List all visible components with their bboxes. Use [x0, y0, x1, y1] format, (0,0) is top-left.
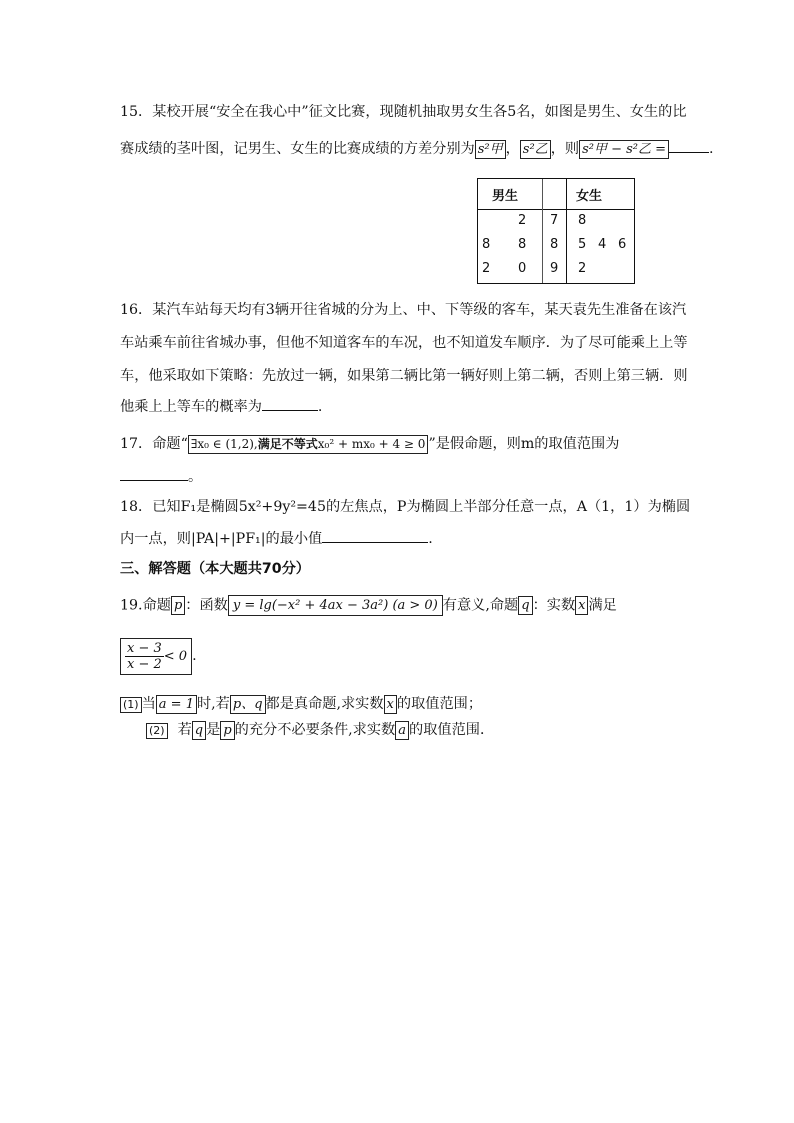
q15-end: .	[709, 141, 714, 157]
stem-cell: 8	[482, 237, 491, 252]
q15-answer-blank	[669, 138, 709, 153]
variance-diff-formula: s²甲 − s²乙 =	[579, 140, 669, 159]
q19-fraction-denominator: x − 2	[127, 656, 162, 672]
stem-cell: 8	[578, 213, 587, 228]
q19-frac-end: .	[192, 648, 197, 664]
q19-q-box: q	[518, 596, 532, 615]
stem-cell: 7	[550, 213, 559, 228]
q17-end: 。	[188, 469, 203, 485]
q17-proposition-formula	[188, 435, 429, 454]
part2-a-box: a	[395, 721, 409, 740]
q17-exists: ∃x₀ ∈ (1,2),	[190, 436, 258, 451]
stem-header-female: 女生	[576, 189, 603, 204]
q15-line2	[120, 138, 714, 159]
stem-header-male: 男生	[492, 189, 519, 204]
q15-comma: ，	[505, 141, 520, 157]
q19-x-box: x	[575, 596, 588, 615]
part1-when: 当	[141, 696, 156, 712]
q19-fraction-numerator: x − 3	[127, 640, 162, 656]
q19-fraction	[125, 641, 164, 672]
part1-range: 的取值范围；	[396, 696, 483, 712]
q18-answer-blank	[322, 528, 428, 543]
q17-answer-blank	[120, 466, 188, 481]
part2-rest: 的充分不必要条件,求实数	[234, 722, 396, 738]
part2-number: (2)	[146, 723, 168, 739]
part2-q-box: q	[192, 721, 206, 740]
stem-cell: 2	[578, 261, 587, 276]
q15-line2-text: 赛成绩的茎叶图，记男生、女生的比赛成绩的方差分别为	[120, 141, 475, 157]
part2-is: 是	[206, 722, 221, 738]
stem-cell: 0	[518, 261, 527, 276]
q18-line2	[120, 528, 433, 549]
q16-line4-text: 他乘上上等车的概率为	[120, 399, 262, 415]
stem-cell: 2	[518, 213, 527, 228]
q19-meaningful: 有意义,命题	[442, 597, 519, 614]
q16-line1: 16．某汽车站每天均有3辆开往省城的分为上、中、下等级的客车，某天袁先生准备在该汽	[120, 302, 687, 318]
stem-left-divider	[542, 179, 543, 283]
q19-function-formula: y = lg(−x² + 4ax − 3a²) (a > 0)	[228, 595, 443, 616]
stem-cell: 8	[518, 237, 527, 252]
q16-answer-blank	[262, 396, 318, 411]
stem-header-rule	[478, 209, 634, 210]
stem-leaf-table	[477, 178, 635, 284]
q19-prefix: 19.命题	[120, 597, 171, 614]
q19-inequality-line	[120, 636, 197, 676]
q19-less-than-zero: < 0	[163, 648, 188, 664]
q16-line3: 车，他采取如下策略：先放过一辆，如果第二辆比第一辆好则上第二辆，否则上第三辆．则	[120, 368, 688, 384]
q19-colon-real: ：实数	[532, 597, 576, 614]
section-heading: 三、解答题（本大题共70分）	[120, 561, 310, 577]
q18-line2-text: 内一点，则|PA|+|PF₁|的最小值	[120, 531, 323, 547]
stem-cell: 4	[598, 237, 607, 252]
part1-number: (1)	[120, 697, 142, 713]
q19-line1	[120, 595, 617, 616]
q17-satisfy: 满足不等式	[257, 436, 318, 451]
q16-line2: 车站乘车前往省城办事，但他不知道客车的车况，也不知道发车顺序．为了尽可能乘上上等	[120, 335, 688, 351]
q17-inequality: x₀² + mx₀ + 4 ≥ 0	[317, 436, 426, 451]
q16-line4	[120, 396, 322, 417]
q17-line2	[120, 466, 202, 487]
part2-range: 的取值范围．	[409, 722, 495, 738]
stem-right-divider	[566, 179, 567, 283]
q19-colon-fn: ：函数	[185, 597, 228, 614]
part2-if: 若	[177, 722, 192, 738]
q17-prefix: 17．命题“	[120, 436, 188, 452]
part2-p-box: p	[220, 721, 234, 740]
q15-line1: 15．某校开展“安全在我心中”征文比赛，现随机抽取男女生各5名，如图是男生、女生的比	[120, 104, 687, 120]
q19-part1	[120, 694, 482, 714]
stem-cell: 2	[482, 261, 491, 276]
part1-a-equals-1: a = 1	[156, 695, 197, 714]
q18-end: .	[428, 531, 433, 547]
stem-cell: 5	[578, 237, 587, 252]
q17-suffix: ”是假命题，则m的取值范围为	[428, 436, 620, 452]
stem-cell: 8	[550, 237, 559, 252]
q19-part2	[146, 720, 494, 740]
q19-satisfy: 满足	[588, 597, 617, 614]
stem-cell: 6	[618, 237, 627, 252]
stem-cell: 9	[550, 261, 559, 276]
q19-fraction-inequality	[120, 638, 192, 675]
q15-then: ，则	[550, 141, 580, 157]
q18-line1: 18．已知F₁是椭圆5x²+9y²=45的左焦点，P为椭圆上半部分任意一点，A（1，1）为椭圆	[120, 499, 691, 515]
part1-rest: 都是真命题,求实数	[265, 696, 384, 712]
part1-p-and-q: p、q	[230, 695, 266, 714]
s-yi-formula: s²乙	[520, 140, 551, 159]
q16-end: .	[317, 399, 323, 415]
part1-x-box: x	[384, 695, 397, 714]
q17-line1	[120, 434, 619, 454]
q19-p-box: p	[171, 596, 185, 615]
s-jia-formula: s²甲	[475, 140, 506, 159]
part1-if: 时,若	[196, 696, 230, 712]
